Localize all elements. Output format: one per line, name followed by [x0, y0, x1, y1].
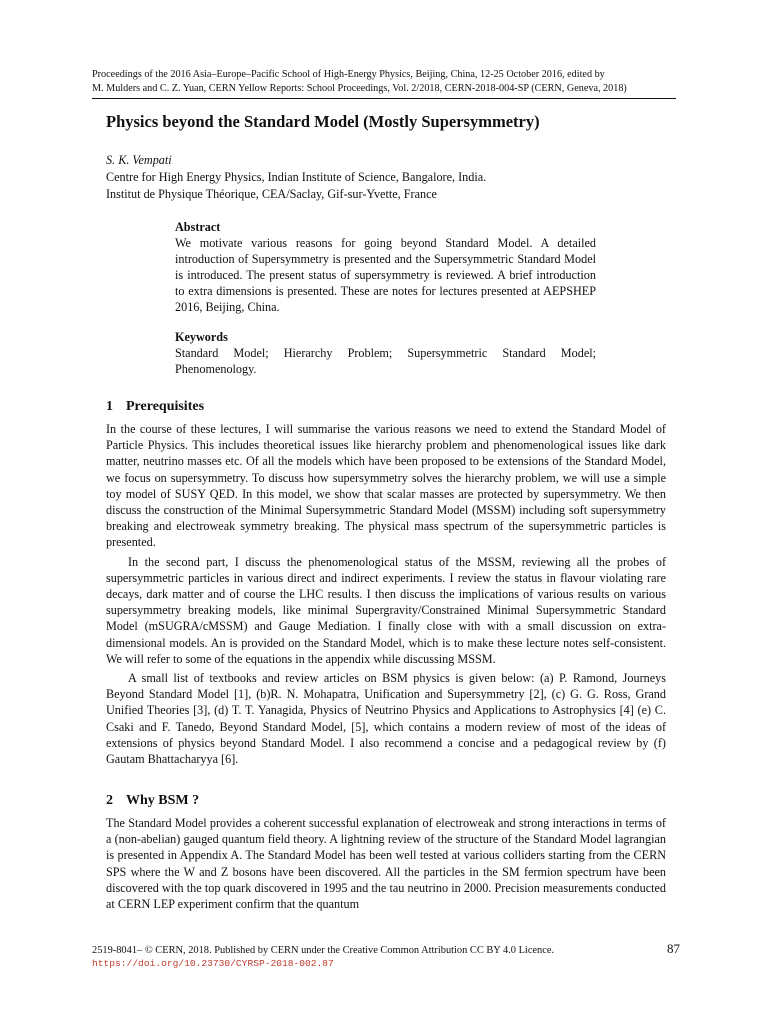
section-why-bsm [106, 792, 666, 915]
author-block [106, 152, 666, 203]
abstract-block [175, 219, 596, 318]
section-number: 2 [106, 793, 113, 808]
page-footer [92, 941, 680, 970]
author-name: S. K. Vempati [106, 153, 172, 167]
paragraph: In the course of these lectures, I will summarise the various reasons we need to extend the Standard Model of Particle Physics. This includes theoretical issues like hierarchy problem and phenomenological issues like dark matter, neutrino masses etc. Of all the models which have been proposed to be extensions of the Standard Model, we focus on supersymmetry. To discuss how supersymmetry solves the hierarchy problem, we will use a simple toy model of SUSY QED. In this model, we show that scalar masses are protected by supersymmetry. We then discuss the construction of the Minimal Supersymmetric Standard Model (MSSM) including soft supersymmetry breaking and electroweak symmetry breaking. The physical mass spectrum of the supersymmetric particles is presented. [106, 422, 666, 550]
doi-link[interactable]: https://doi.org/10.23730/CYRSP-2018-002.87 [92, 958, 334, 969]
paragraph: A small list of textbooks and review articles on BSM physics is given below: (a) P. Ramond, Journeys Beyond Standard Model [1], (b)R. N. Mohapatra, Unification and Supersymmetry [2], (c) G. G. Ross, Grand Unified Theories [3], (d) T. T. Yanagida, Physics of Neutrino Physics and Applications to Astrophysics [4] (e) C. Csaki and F. Tanedo, Beyond Standard Model, [5], which contains a modern review of most of the ideas of extensions of physics beyond Standard Model. I also recommend a concise and a pedagogical review by (f) Gautam Bhattacharyya [6]. [106, 671, 666, 767]
proceedings-header [92, 68, 676, 99]
keywords-heading: Keywords [175, 330, 228, 344]
paragraph: The Standard Model provides a coherent successful explanation of electroweak and strong interactions in terms of a (non-abelian) gauged quantum field theory. A lightning review of the structure of the Standard Model lagrangian is presented in Appendix A. The Standard Model has been well tested at various colliders starting from the CERN SPS where the W and Z bosons have been discovered. All the particles in the SM fermion spectrum have been discovered with the top quark discovered in 1995 and the tau neutrino in 2000. Precision measurements conducted at CERN LEP experiment confirm that the quantum [106, 816, 666, 912]
section-prerequisites [106, 398, 666, 770]
abstract-heading: Abstract [175, 220, 221, 234]
section-number: 1 [106, 399, 113, 414]
section-title: Prerequisites [126, 399, 205, 414]
keywords-text: Standard Model; Hierarchy Problem; Supersymmetric Standard Model; Phenomenology. [175, 346, 596, 376]
header-line-1: Proceedings of the 2016 Asia–Europe–Pacific School of High-Energy Physics, Beijing, China, 12-25 October 2016, edited by [92, 69, 605, 80]
section-heading [106, 398, 666, 416]
page-number: 87 [667, 941, 680, 956]
section-heading [106, 792, 666, 810]
header-line-2: M. Mulders and C. Z. Yuan, CERN Yellow Reports: School Proceedings, Vol. 2/2018, CERN-2018-004-SP (CERN, Geneva, 2018) [92, 83, 627, 94]
section-title: Why BSM ? [126, 793, 200, 808]
abstract-text: We motivate various reasons for going beyond Standard Model. A detailed introduction of Supersymmetry is presented and the Supersymmetric Standard Model is introduced. The present status of supersymmetry is reviewed. A brief introduction to extra dimensions is presented. These are notes for lectures presented at AEPSHEP 2016, Beijing, China. [175, 236, 596, 314]
keywords-block [175, 329, 596, 380]
paragraph: In the second part, I discuss the phenomenological status of the MSSM, reviewing all the probes of supersymmetric particles in various direct and indirect experiments. I review the status in flavour violating rare decays, dark matter and of course the LHC results. I then discuss the implications of various results on various supersymmetry breaking models, like minimal Supergravity/Constrained Minimal Supersymmetric Standard Model (mSUGRA/cMSSM) and Gauge Mediation. I finally close with with a small discussion on extra-dimensional models. An is provided on the Standard Model, which is to make these lecture notes self-consistent. We will refer to some of the equations in the appendix while discussing MSSM. [106, 554, 666, 666]
author-affiliation-1: Centre for High Energy Physics, Indian Institute of Science, Bangalore, India. [106, 170, 487, 184]
author-affiliation-2: Institut de Physique Théorique, CEA/Saclay, Gif-sur-Yvette, France [106, 187, 437, 201]
paper-title: Physics beyond the Standard Model (Mostly Supersymmetry) [106, 112, 540, 131]
license-text: 2519-8041– © CERN, 2018. Published by CERN under the Creative Common Attribution CC BY 4.0 Licence. [92, 945, 555, 956]
